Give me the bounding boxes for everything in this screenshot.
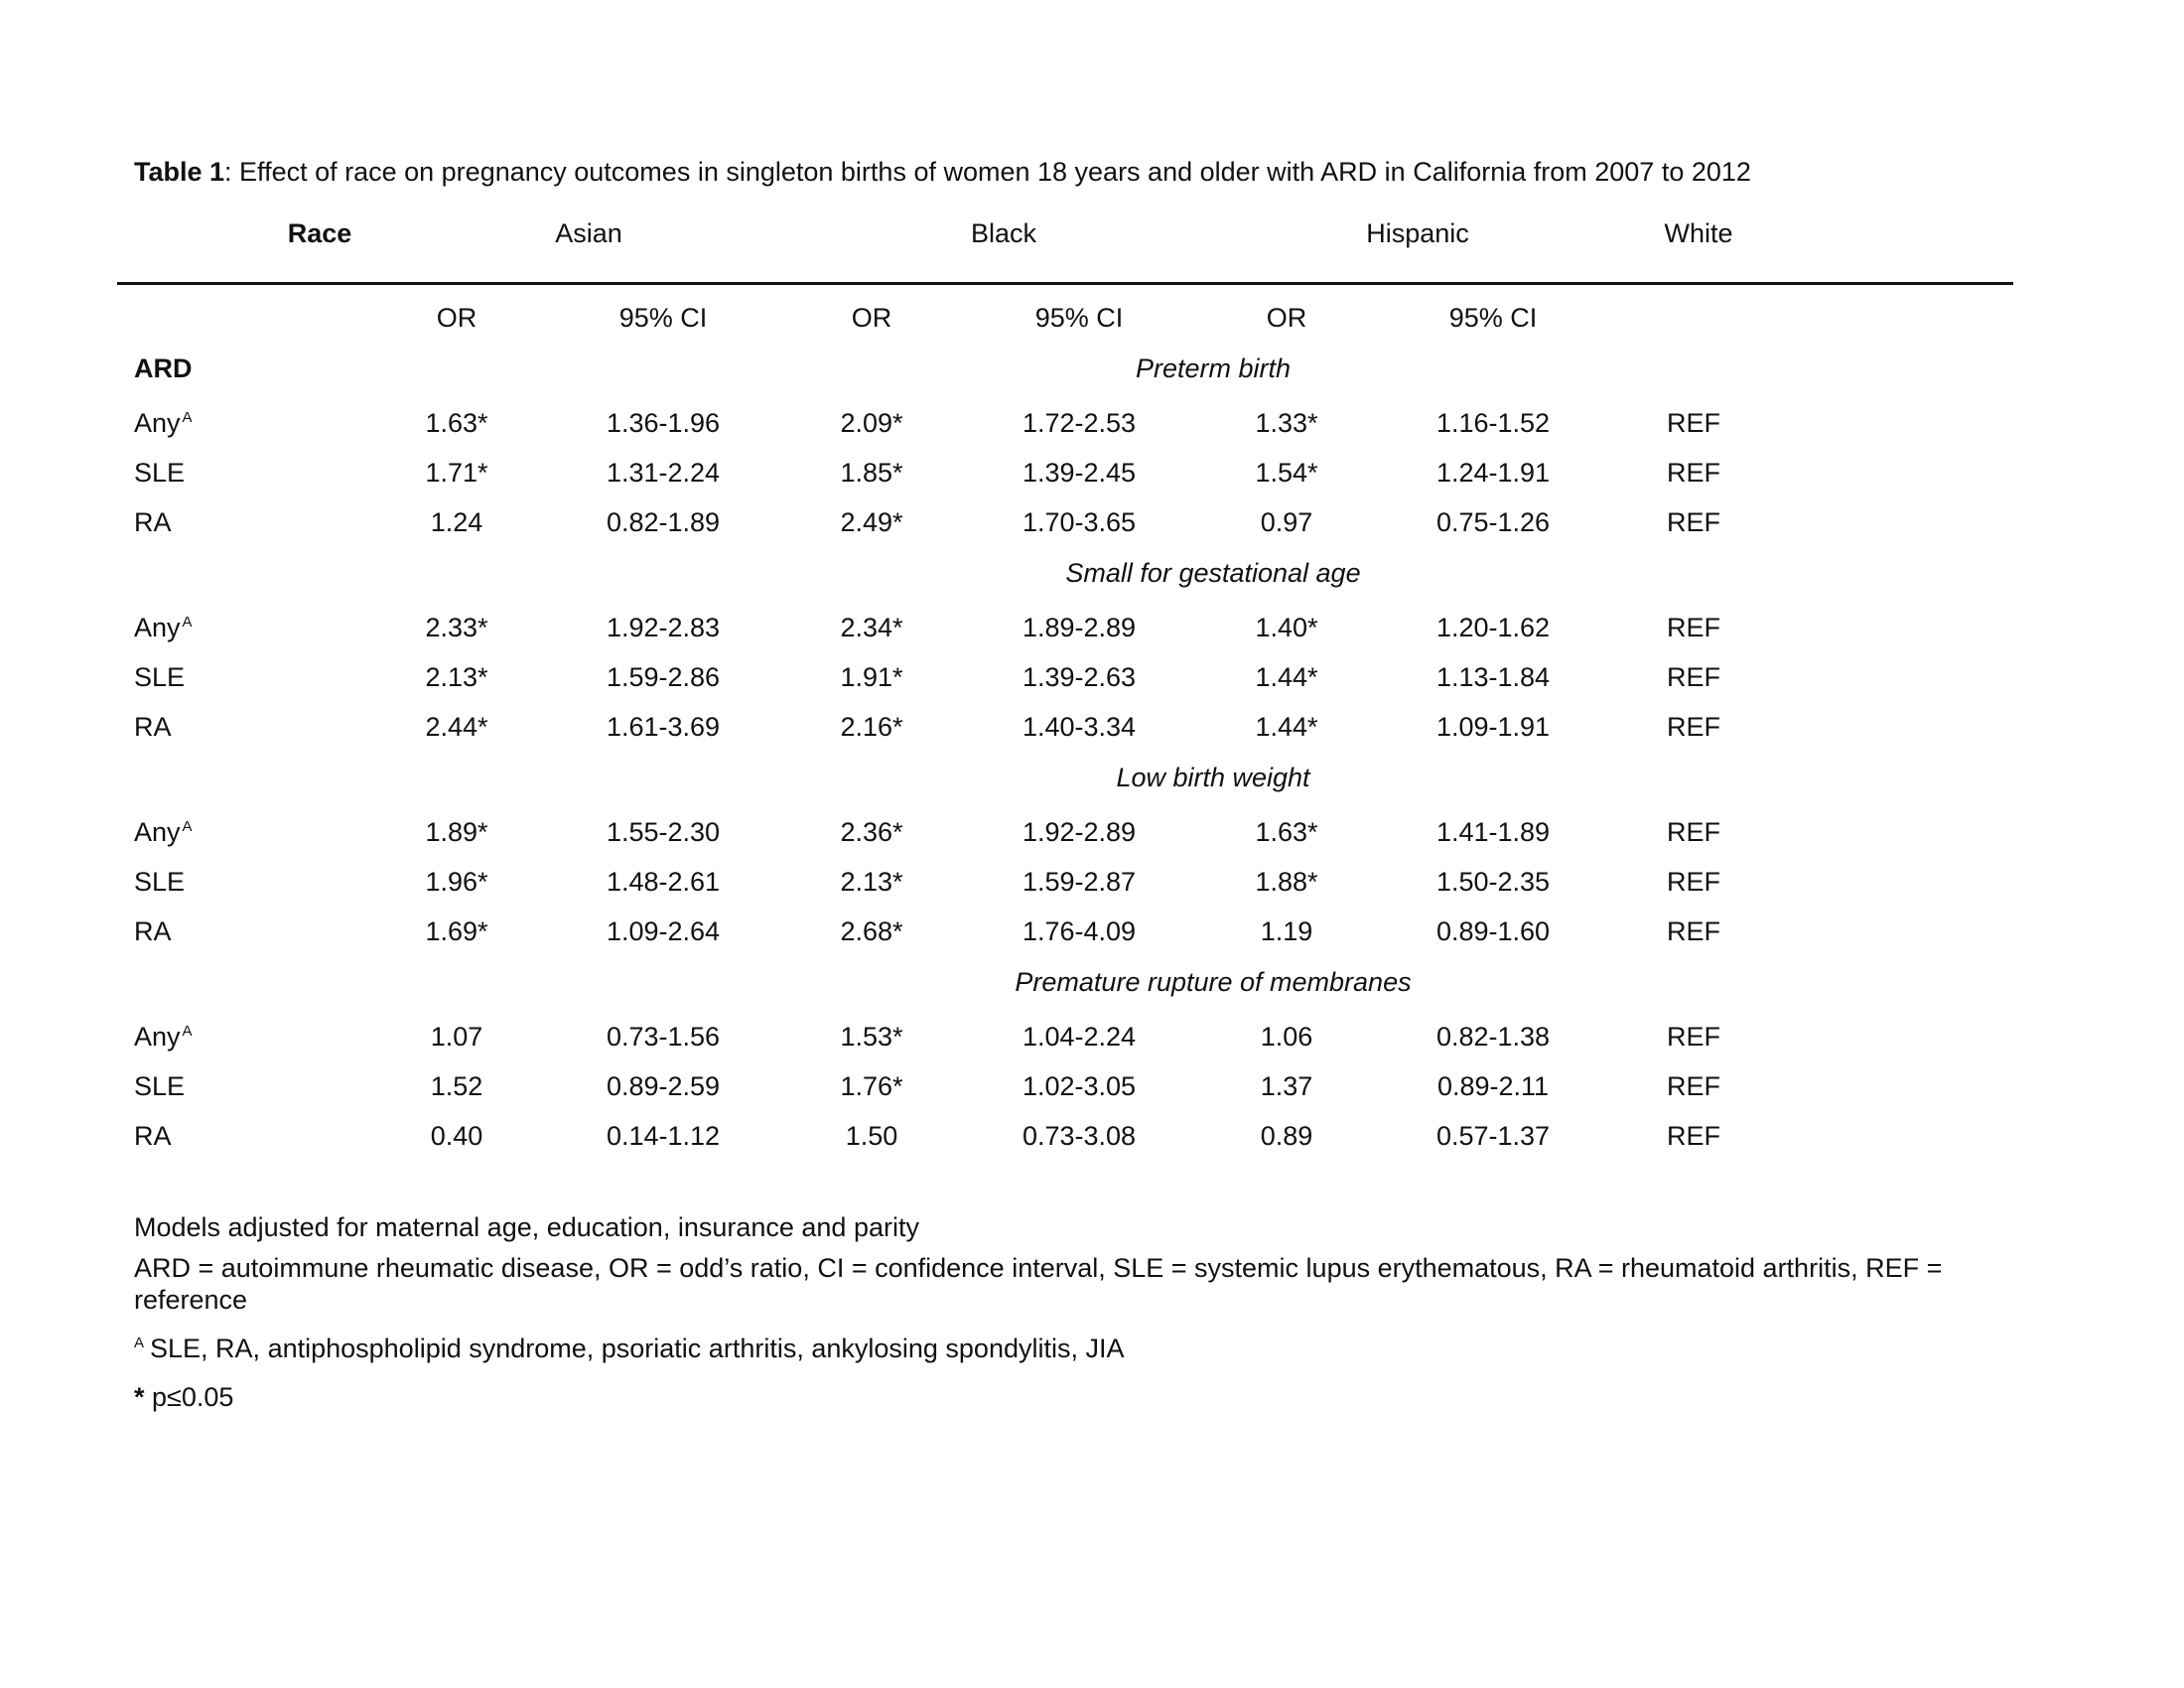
cell-asian-ci: 1.92-2.83 (606, 613, 721, 642)
cell-white-ref: REF (1667, 458, 1720, 488)
row-label-text: RA (134, 507, 172, 537)
section-title: Small for gestational age (1065, 558, 1361, 588)
row-label (134, 664, 185, 691)
row-label (134, 509, 172, 536)
cell-hispanic-ci: 0.75-1.26 (1435, 507, 1551, 537)
row-label (134, 1024, 193, 1051)
header-ci-hispanic: 95% CI (1448, 303, 1538, 333)
row-label (134, 1073, 185, 1100)
cell-black-or: 2.68* (840, 916, 903, 946)
header-hispanic: Hispanic (1366, 218, 1469, 248)
footnote-significance (134, 1381, 2045, 1413)
table-label: Table 1 (134, 157, 225, 187)
footnote-abbreviations: ARD = autoimmune rheumatic disease, OR = odd’s ratio, CI = confidence interval, SLE = systemic lupus erythematous, RA = rheumatoid arthritis, REF = reference (134, 1253, 1943, 1315)
header-or-hispanic: OR (1266, 303, 1307, 333)
cell-black-or: 2.34* (840, 613, 903, 642)
cell-hispanic-ci: 1.24-1.91 (1435, 458, 1551, 488)
cell-hispanic-or: 1.63* (1255, 817, 1318, 847)
row-label (134, 1123, 172, 1150)
table-caption (134, 157, 1751, 188)
cell-hispanic-ci: 0.82-1.38 (1435, 1022, 1551, 1052)
cell-black-ci: 1.04-2.24 (1022, 1022, 1137, 1052)
header-white: White (1664, 218, 1733, 248)
cell-black-or: 2.09* (840, 408, 903, 438)
cell-hispanic-ci: 0.89-2.11 (1436, 1071, 1550, 1101)
cell-asian-or: 1.52 (430, 1071, 483, 1101)
row-label-text: SLE (134, 662, 186, 692)
cell-black-or: 2.36* (840, 817, 903, 847)
footnote-adjusted: Models adjusted for maternal age, education, insurance and parity (134, 1212, 919, 1242)
row-label (134, 869, 185, 896)
table-caption-text: : Effect of race on pregnancy outcomes in singleton births of women 18 years and older with ARD in California from 2007 to 2012 (224, 157, 1751, 187)
cell-asian-or: 0.40 (430, 1121, 483, 1151)
cell-white-ref: REF (1667, 916, 1720, 946)
cell-black-ci: 1.72-2.53 (1022, 408, 1137, 438)
cell-black-ci: 1.89-2.89 (1022, 613, 1137, 642)
cell-hispanic-or: 1.40* (1255, 613, 1318, 642)
cell-asian-ci: 1.61-3.69 (606, 712, 721, 742)
cell-black-ci: 1.02-3.05 (1022, 1071, 1137, 1101)
cell-asian-or: 1.71* (425, 458, 488, 488)
cell-white-ref: REF (1667, 712, 1720, 742)
cell-asian-or: 1.07 (430, 1022, 483, 1052)
row-label-text: Any (134, 817, 181, 847)
cell-black-or: 1.85* (840, 458, 903, 488)
cell-asian-or: 2.44* (425, 712, 488, 742)
cell-white-ref: REF (1667, 817, 1720, 847)
header-race: Race (287, 218, 352, 248)
cell-hispanic-or: 0.97 (1260, 507, 1313, 537)
cell-asian-or: 2.33* (425, 613, 488, 642)
row-label-text: Any (134, 408, 181, 438)
footnote-a-superscript: A (182, 818, 193, 835)
header-ci-asian: 95% CI (618, 303, 708, 333)
row-label-text: SLE (134, 458, 186, 488)
cell-asian-ci: 1.48-2.61 (606, 867, 721, 897)
cell-asian-ci: 0.82-1.89 (606, 507, 721, 537)
section-title: Premature rupture of membranes (1015, 967, 1412, 997)
row-label-text: Any (134, 613, 181, 642)
footnote-a-superscript: A (182, 614, 193, 631)
cell-asian-or: 1.63* (425, 408, 488, 438)
cell-asian-ci: 1.31-2.24 (606, 458, 721, 488)
footnote-star-marker: * (134, 1382, 145, 1412)
cell-asian-or: 2.13* (425, 662, 488, 692)
cell-hispanic-or: 0.89 (1260, 1121, 1313, 1151)
footnote-a-superscript: A (182, 409, 193, 426)
cell-asian-ci: 1.09-2.64 (606, 916, 721, 946)
row-label (134, 918, 172, 945)
cell-white-ref: REF (1667, 1071, 1720, 1101)
cell-hispanic-or: 1.33* (1255, 408, 1318, 438)
header-asian: Asian (555, 218, 622, 248)
header-or-asian: OR (436, 303, 478, 333)
cell-hispanic-ci: 1.20-1.62 (1435, 613, 1551, 642)
cell-black-ci: 1.76-4.09 (1022, 916, 1137, 946)
cell-hispanic-or: 1.44* (1255, 662, 1318, 692)
cell-hispanic-ci: 0.57-1.37 (1435, 1121, 1551, 1151)
cell-black-ci: 1.39-2.45 (1022, 458, 1137, 488)
cell-black-or: 1.91* (840, 662, 903, 692)
footnote-a (134, 1328, 2045, 1364)
ard-label: ARD (134, 353, 193, 383)
cell-white-ref: REF (1667, 662, 1720, 692)
cell-black-ci: 1.40-3.34 (1022, 712, 1137, 742)
cell-asian-or: 1.24 (430, 507, 483, 537)
cell-asian-ci: 1.59-2.86 (606, 662, 721, 692)
cell-black-or: 2.16* (840, 712, 903, 742)
cell-black-or: 1.53* (840, 1022, 903, 1052)
row-label-text: RA (134, 1121, 172, 1151)
cell-white-ref: REF (1667, 507, 1720, 537)
cell-white-ref: REF (1667, 613, 1720, 642)
row-label (134, 410, 193, 437)
cell-black-or: 1.50 (845, 1121, 898, 1151)
cell-white-ref: REF (1667, 867, 1720, 897)
row-label (134, 460, 185, 487)
section-title: Preterm birth (1135, 353, 1292, 383)
footnote-a-marker: A (134, 1335, 145, 1351)
cell-hispanic-or: 1.37 (1260, 1071, 1313, 1101)
cell-hispanic-or: 1.44* (1255, 712, 1318, 742)
cell-black-ci: 1.70-3.65 (1022, 507, 1137, 537)
cell-black-or: 2.49* (840, 507, 903, 537)
cell-black-ci: 1.39-2.63 (1022, 662, 1137, 692)
cell-hispanic-ci: 0.89-1.60 (1435, 916, 1551, 946)
cell-hispanic-ci: 1.13-1.84 (1435, 662, 1551, 692)
cell-hispanic-or: 1.88* (1255, 867, 1318, 897)
cell-black-ci: 0.73-3.08 (1022, 1121, 1137, 1151)
cell-asian-or: 1.89* (425, 817, 488, 847)
cell-hispanic-or: 1.19 (1260, 916, 1313, 946)
cell-hispanic-ci: 1.41-1.89 (1435, 817, 1551, 847)
row-label (134, 714, 172, 741)
cell-black-or: 2.13* (840, 867, 903, 897)
row-label-text: RA (134, 916, 172, 946)
cell-black-ci: 1.92-2.89 (1022, 817, 1137, 847)
cell-white-ref: REF (1667, 1121, 1720, 1151)
row-label-text: Any (134, 1022, 181, 1052)
cell-asian-ci: 1.36-1.96 (606, 408, 721, 438)
header-ci-black: 95% CI (1034, 303, 1124, 333)
header-rule (117, 282, 2013, 285)
row-label-text: RA (134, 712, 172, 742)
footnote-star-text: p≤0.05 (144, 1382, 234, 1412)
cell-black-or: 1.76* (840, 1071, 903, 1101)
cell-asian-ci: 0.14-1.12 (606, 1121, 721, 1151)
footnote-a-superscript: A (182, 1023, 193, 1040)
cell-hispanic-ci: 1.50-2.35 (1435, 867, 1551, 897)
header-black: Black (970, 218, 1037, 248)
cell-asian-or: 1.96* (425, 867, 488, 897)
cell-hispanic-ci: 1.09-1.91 (1435, 712, 1551, 742)
row-label (134, 819, 193, 846)
header-or-black: OR (851, 303, 892, 333)
cell-asian-or: 1.69* (425, 916, 488, 946)
cell-asian-ci: 0.73-1.56 (606, 1022, 721, 1052)
cell-hispanic-ci: 1.16-1.52 (1435, 408, 1551, 438)
cell-asian-ci: 0.89-2.59 (606, 1071, 721, 1101)
cell-asian-ci: 1.55-2.30 (606, 817, 721, 847)
cell-hispanic-or: 1.54* (1255, 458, 1318, 488)
section-title: Low birth weight (1116, 763, 1310, 792)
footnote-a-text: SLE, RA, antiphospholipid syndrome, psoriatic arthritis, ankylosing spondylitis, JIA (150, 1334, 1125, 1363)
cell-white-ref: REF (1667, 1022, 1720, 1052)
cell-black-ci: 1.59-2.87 (1022, 867, 1137, 897)
row-label-text: SLE (134, 867, 186, 897)
row-label-text: SLE (134, 1071, 186, 1101)
row-label (134, 615, 193, 641)
cell-white-ref: REF (1667, 408, 1720, 438)
cell-hispanic-or: 1.06 (1260, 1022, 1313, 1052)
